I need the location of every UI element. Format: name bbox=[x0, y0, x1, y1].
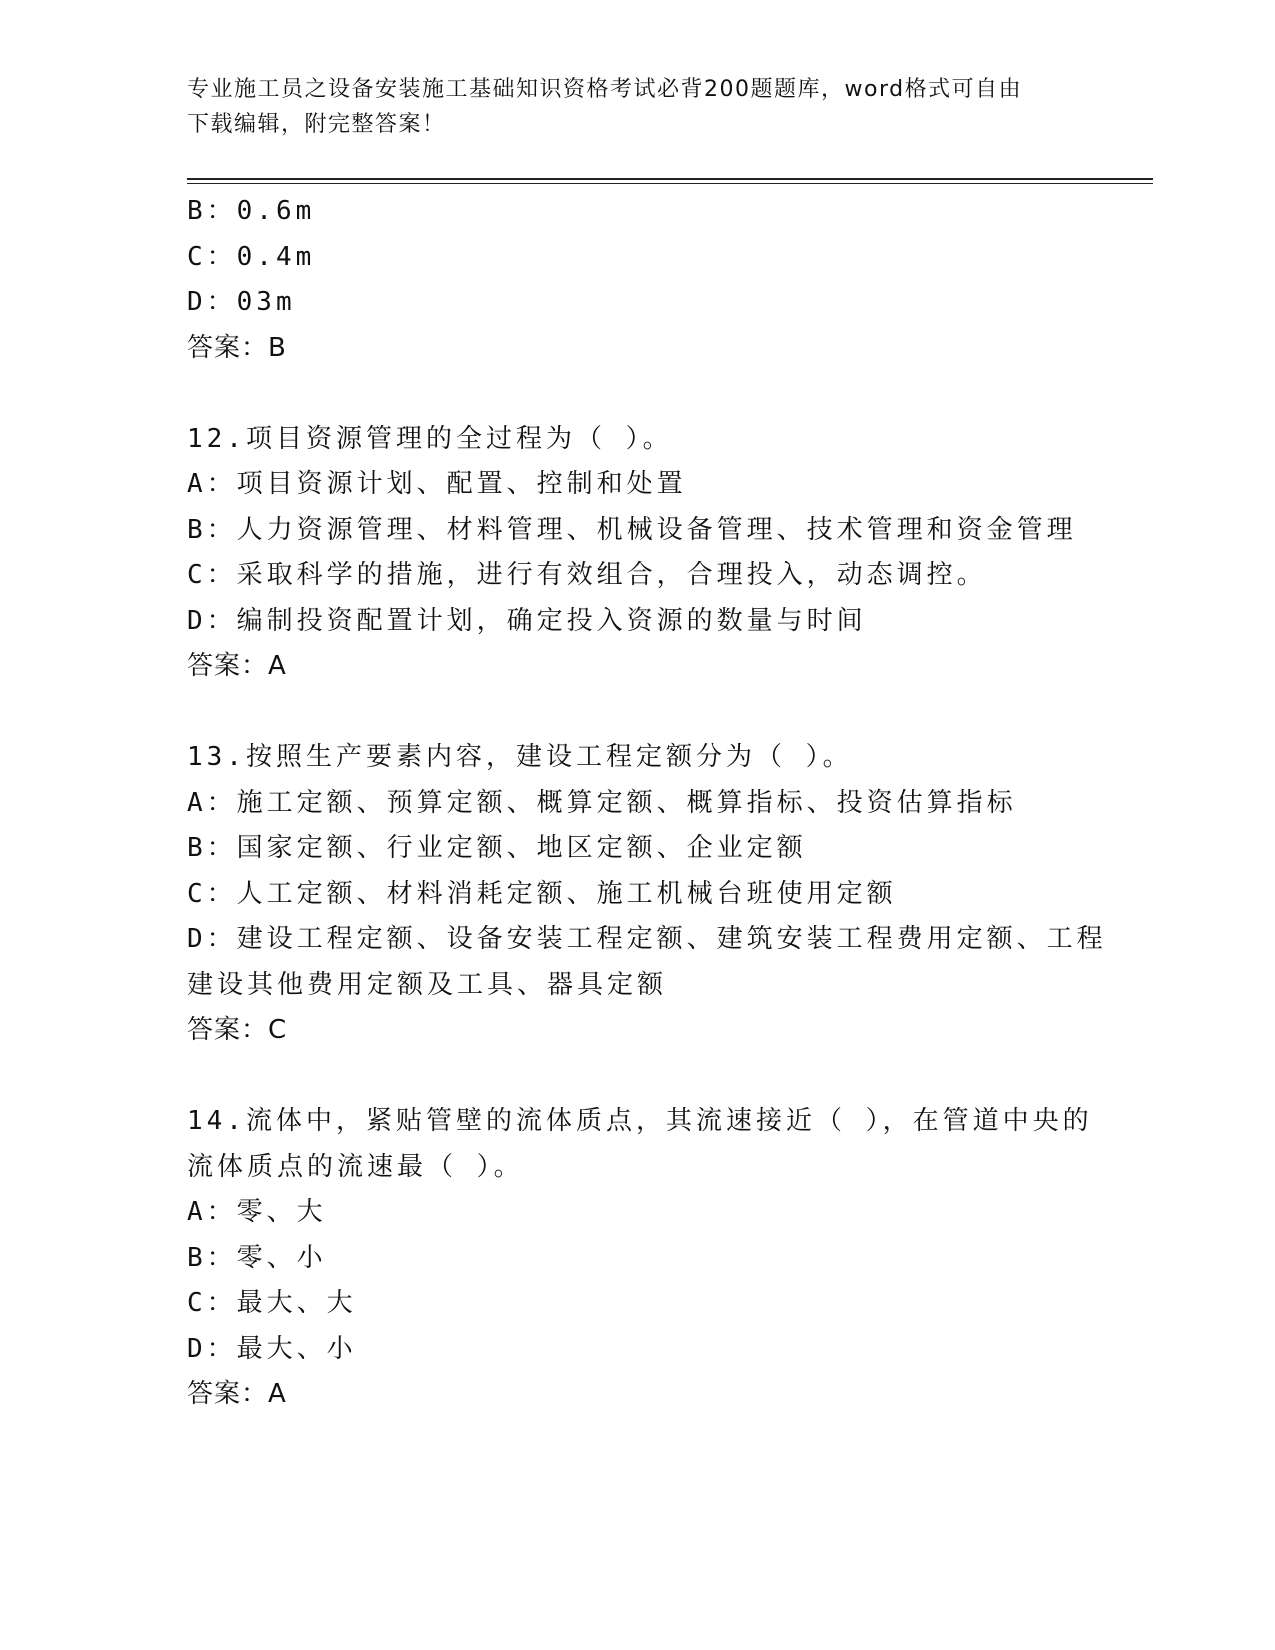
question-stem: 14.流体中，紧贴管壁的流体质点，其流速接近（ ），在管道中央的 bbox=[187, 1106, 1093, 1136]
question-list bbox=[187, 189, 1107, 1418]
answer-line: 答案：A bbox=[187, 1379, 287, 1409]
spacer bbox=[187, 371, 1087, 417]
option-d-continued: 建设其他费用定额及工具、器具定额 bbox=[187, 969, 668, 1000]
option-b: B：0.6m bbox=[187, 196, 316, 226]
spacer bbox=[187, 1054, 1087, 1100]
option-a: A：施工定额、预算定额、概算定额、概算指标、投资估算指标 bbox=[187, 787, 1017, 818]
option-a: A：零、大 bbox=[187, 1197, 327, 1227]
option-d: D：03m bbox=[187, 287, 296, 317]
document-header bbox=[187, 72, 1087, 142]
option-d: D：建设工程定额、设备安装工程定额、建筑安装工程费用定额、工程 bbox=[187, 924, 1107, 954]
question-stem: 13.按照生产要素内容，建设工程定额分为（ ）。 bbox=[187, 742, 853, 772]
option-b: B：人力资源管理、材料管理、机械设备管理、技术管理和资金管理 bbox=[187, 514, 1077, 545]
question-13 bbox=[187, 735, 1107, 1054]
header-line-2: 下载编辑，附完整答案！ bbox=[187, 112, 446, 137]
option-c: C：0.4m bbox=[187, 241, 316, 272]
option-d: D：最大、小 bbox=[187, 1333, 357, 1364]
option-c: C：最大、大 bbox=[187, 1288, 357, 1318]
option-a: A：项目资源计划、配置、控制和处置 bbox=[187, 469, 687, 499]
question-stem: 12.项目资源管理的全过程为（ ）。 bbox=[187, 423, 673, 454]
spacer bbox=[187, 690, 1087, 736]
header-divider-thick bbox=[187, 178, 1153, 180]
header-divider-thin bbox=[187, 183, 1153, 184]
question-12 bbox=[187, 417, 1087, 690]
header-line-1: 专业施工员之设备安装施工基础知识资格考试必背200题题库，word格式可自由 bbox=[187, 77, 1023, 102]
option-c: C：人工定额、材料消耗定额、施工机械台班使用定额 bbox=[187, 878, 897, 909]
question-14 bbox=[187, 1099, 1093, 1418]
option-c: C：采取科学的措施，进行有效组合，合理投入，动态调控。 bbox=[187, 560, 987, 590]
option-b: B：国家定额、行业定额、地区定额、企业定额 bbox=[187, 833, 807, 863]
option-b: B：零、小 bbox=[187, 1242, 327, 1273]
question-11-tail bbox=[187, 189, 1087, 371]
answer-line: 答案：B bbox=[187, 332, 287, 363]
option-d: D：编制投资配置计划，确定投入资源的数量与时间 bbox=[187, 605, 867, 636]
answer-line: 答案：A bbox=[187, 651, 287, 681]
question-stem-continued: 流体质点的流速最（ ）。 bbox=[187, 1151, 524, 1182]
answer-line: 答案：C bbox=[187, 1015, 288, 1045]
